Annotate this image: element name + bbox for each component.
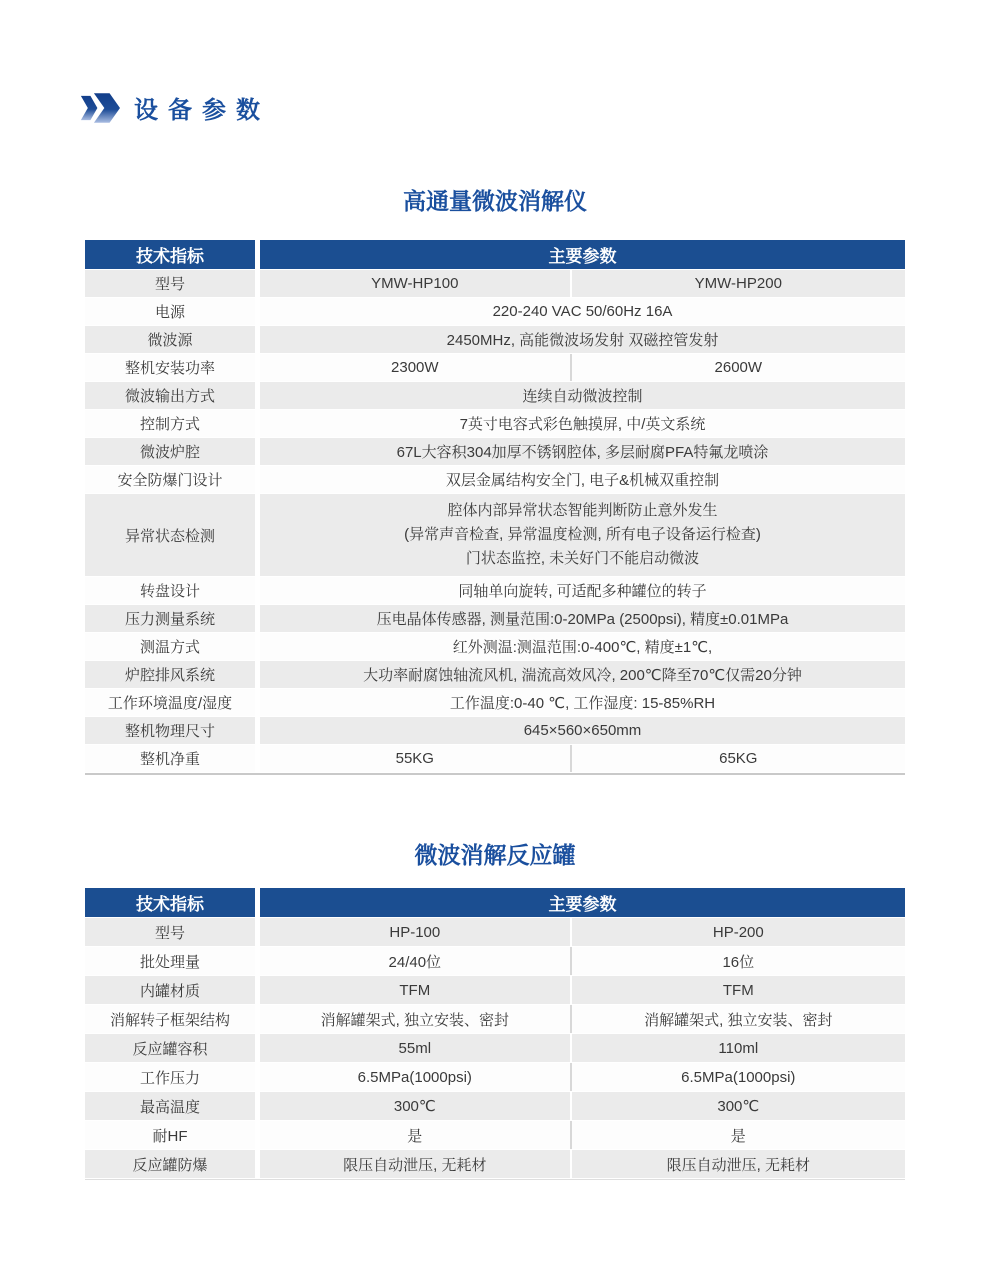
spec-values — [260, 918, 905, 946]
spec-value-line: (异常声音检查, 异常温度检测, 所有电子设备运行检查) — [404, 526, 761, 543]
spec-value: 连续自动微波控制 — [522, 388, 643, 405]
table-row — [85, 298, 905, 325]
spec-value: 24/40位 — [388, 953, 442, 971]
table-row — [85, 1092, 905, 1120]
spec-label: 炉腔排风系统 — [85, 661, 255, 688]
spec-value: 压电晶体传感器, 测量范围:0-20MPa (2500psi), 精度±0.01MPa — [376, 611, 789, 628]
spec-label: 型号 — [85, 918, 255, 946]
header-col-indicator: 技术指标 — [85, 888, 255, 917]
spec-label: 压力测量系统 — [85, 605, 255, 632]
spec-value-line: 腔体内部异常状态智能判断防止意外发生 — [447, 502, 718, 519]
spec-label: 内罐材质 — [85, 976, 255, 1004]
spec-label: 整机净重 — [85, 745, 255, 772]
spec-values — [260, 1034, 905, 1062]
spec-values — [260, 633, 905, 660]
header-col-parameters: 主要参数 — [260, 240, 905, 269]
spec-label: 工作压力 — [85, 1063, 255, 1091]
spec-values — [260, 577, 905, 604]
spec-table-vessel — [85, 888, 905, 1180]
spec-value: 300℃ — [393, 1098, 436, 1115]
table-row — [85, 270, 905, 297]
spec-value — [260, 494, 905, 576]
spec-values — [260, 1063, 905, 1091]
spec-value: 6.5MPa(1000psi) — [357, 1068, 472, 1086]
spec-values — [260, 947, 905, 975]
spec-values — [260, 661, 905, 688]
spec-value: 限压自动泄压, 无耗材 — [343, 1156, 487, 1174]
spec-values — [260, 270, 905, 297]
spec-label: 安全防爆门设计 — [85, 466, 255, 493]
table-body — [85, 918, 905, 1178]
spec-label: 反应罐容积 — [85, 1034, 255, 1062]
table2-title: 微波消解反应罐 — [414, 842, 576, 868]
spec-value: 16位 — [570, 947, 905, 975]
spec-value-line: 门状态监控, 未关好门不能启动微波 — [465, 550, 700, 567]
spec-label: 异常状态检测 — [85, 494, 255, 576]
spec-values — [260, 717, 905, 744]
table-row — [85, 717, 905, 744]
spec-values — [260, 382, 905, 409]
spec-value: 65KG — [570, 745, 905, 772]
spec-values — [260, 1121, 905, 1149]
spec-values — [260, 976, 905, 1004]
table-row — [85, 976, 905, 1004]
table-body — [85, 270, 905, 772]
table-row — [85, 1150, 905, 1178]
spec-label: 批处理量 — [85, 947, 255, 975]
spec-label: 转盘设计 — [85, 577, 255, 604]
section-title: 设备参数 — [134, 97, 270, 124]
table-row — [85, 1005, 905, 1033]
spec-label: 反应罐防爆 — [85, 1150, 255, 1178]
spec-label: 工作环境温度/湿度 — [85, 689, 255, 716]
table-row — [85, 605, 905, 632]
spec-value: TFM — [570, 976, 905, 1004]
spec-label: 微波源 — [85, 326, 255, 353]
spec-value: 2600W — [570, 354, 905, 381]
spec-value: 2450MHz, 高能微波场发射 双磁控管发射 — [446, 332, 719, 349]
table-row — [85, 689, 905, 716]
spec-value: 67L大容积304加厚不锈钢腔体, 多层耐腐PFA特氟龙喷涂 — [396, 444, 769, 461]
spec-value: 大功率耐腐蚀轴流风机, 湍流高效风冷, 200℃降至70℃仅需20分钟 — [363, 667, 802, 684]
spec-label: 最高温度 — [85, 1092, 255, 1120]
table-row — [85, 466, 905, 493]
spec-values — [260, 689, 905, 716]
table-header-row — [85, 888, 905, 917]
table-row — [85, 410, 905, 437]
table-row — [85, 494, 905, 576]
spec-value: YMW-HP200 — [570, 270, 905, 297]
spec-value: 55KG — [395, 750, 434, 767]
table-row — [85, 1034, 905, 1062]
spec-value: HP-100 — [389, 923, 441, 941]
spec-label: 控制方式 — [85, 410, 255, 437]
spec-table-instrument — [85, 240, 905, 775]
spec-value: TFM — [399, 981, 431, 999]
spec-values — [260, 494, 905, 576]
spec-value: HP-200 — [570, 918, 905, 946]
spec-label: 耐HF — [85, 1121, 255, 1149]
double-chevron-right-icon — [80, 91, 120, 125]
table-row — [85, 354, 905, 381]
spec-value: 645×560×650mm — [523, 722, 642, 739]
spec-value: 55ml — [398, 1039, 432, 1057]
table-row — [85, 577, 905, 604]
spec-value: 消解罐架式, 独立安装、密封 — [320, 1011, 509, 1029]
spec-value: 限压自动泄压, 无耗材 — [570, 1150, 905, 1178]
table1-title: 高通量微波消解仪 — [403, 188, 587, 214]
spec-label: 消解转子框架结构 — [85, 1005, 255, 1033]
spec-value: 双层金属结构安全门, 电子&机械双重控制 — [445, 472, 720, 489]
table-row — [85, 633, 905, 660]
spec-label: 整机安装功率 — [85, 354, 255, 381]
spec-value: 2300W — [391, 359, 439, 376]
spec-label: 整机物理尺寸 — [85, 717, 255, 744]
spec-values — [260, 466, 905, 493]
spec-value: 220-240 VAC 50/60Hz 16A — [492, 303, 673, 320]
header-col-indicator: 技术指标 — [85, 240, 255, 269]
spec-label: 微波输出方式 — [85, 382, 255, 409]
spec-value: 是 — [407, 1127, 423, 1145]
table-row — [85, 947, 905, 975]
spec-values — [260, 326, 905, 353]
spec-values — [260, 410, 905, 437]
spec-values — [260, 1005, 905, 1033]
table-row — [85, 382, 905, 409]
spec-value: 消解罐架式, 独立安装、密封 — [570, 1005, 905, 1033]
spec-label: 测温方式 — [85, 633, 255, 660]
table-row — [85, 745, 905, 772]
table-row — [85, 918, 905, 946]
table-row — [85, 1063, 905, 1091]
spec-values — [260, 1092, 905, 1120]
spec-value: 300℃ — [570, 1092, 905, 1120]
spec-value: 同轴单向旋转, 可适配多种罐位的转子 — [458, 583, 707, 600]
spec-label: 型号 — [85, 270, 255, 297]
header-col-parameters: 主要参数 — [260, 888, 905, 917]
spec-value: 6.5MPa(1000psi) — [570, 1063, 905, 1091]
table-row — [85, 326, 905, 353]
spec-label: 微波炉腔 — [85, 438, 255, 465]
spec-value: 工作温度:0-40 ℃, 工作湿度: 15-85%RH — [449, 695, 716, 712]
spec-values — [260, 438, 905, 465]
spec-values — [260, 1150, 905, 1178]
spec-values — [260, 354, 905, 381]
table-row — [85, 661, 905, 688]
spec-value: YMW-HP100 — [371, 275, 459, 292]
table-row — [85, 1121, 905, 1149]
spec-value: 110ml — [570, 1034, 905, 1062]
table-row — [85, 438, 905, 465]
table-header-row — [85, 240, 905, 269]
section-header — [80, 90, 270, 125]
spec-value: 7英寸电容式彩色触摸屏, 中/英文系统 — [459, 416, 706, 433]
spec-values — [260, 605, 905, 632]
spec-value: 红外测温:测温范围:0-400℃, 精度±1℃, — [452, 639, 713, 656]
spec-values — [260, 745, 905, 772]
spec-value: 是 — [570, 1121, 905, 1149]
spec-values — [260, 298, 905, 325]
spec-label: 电源 — [85, 298, 255, 325]
